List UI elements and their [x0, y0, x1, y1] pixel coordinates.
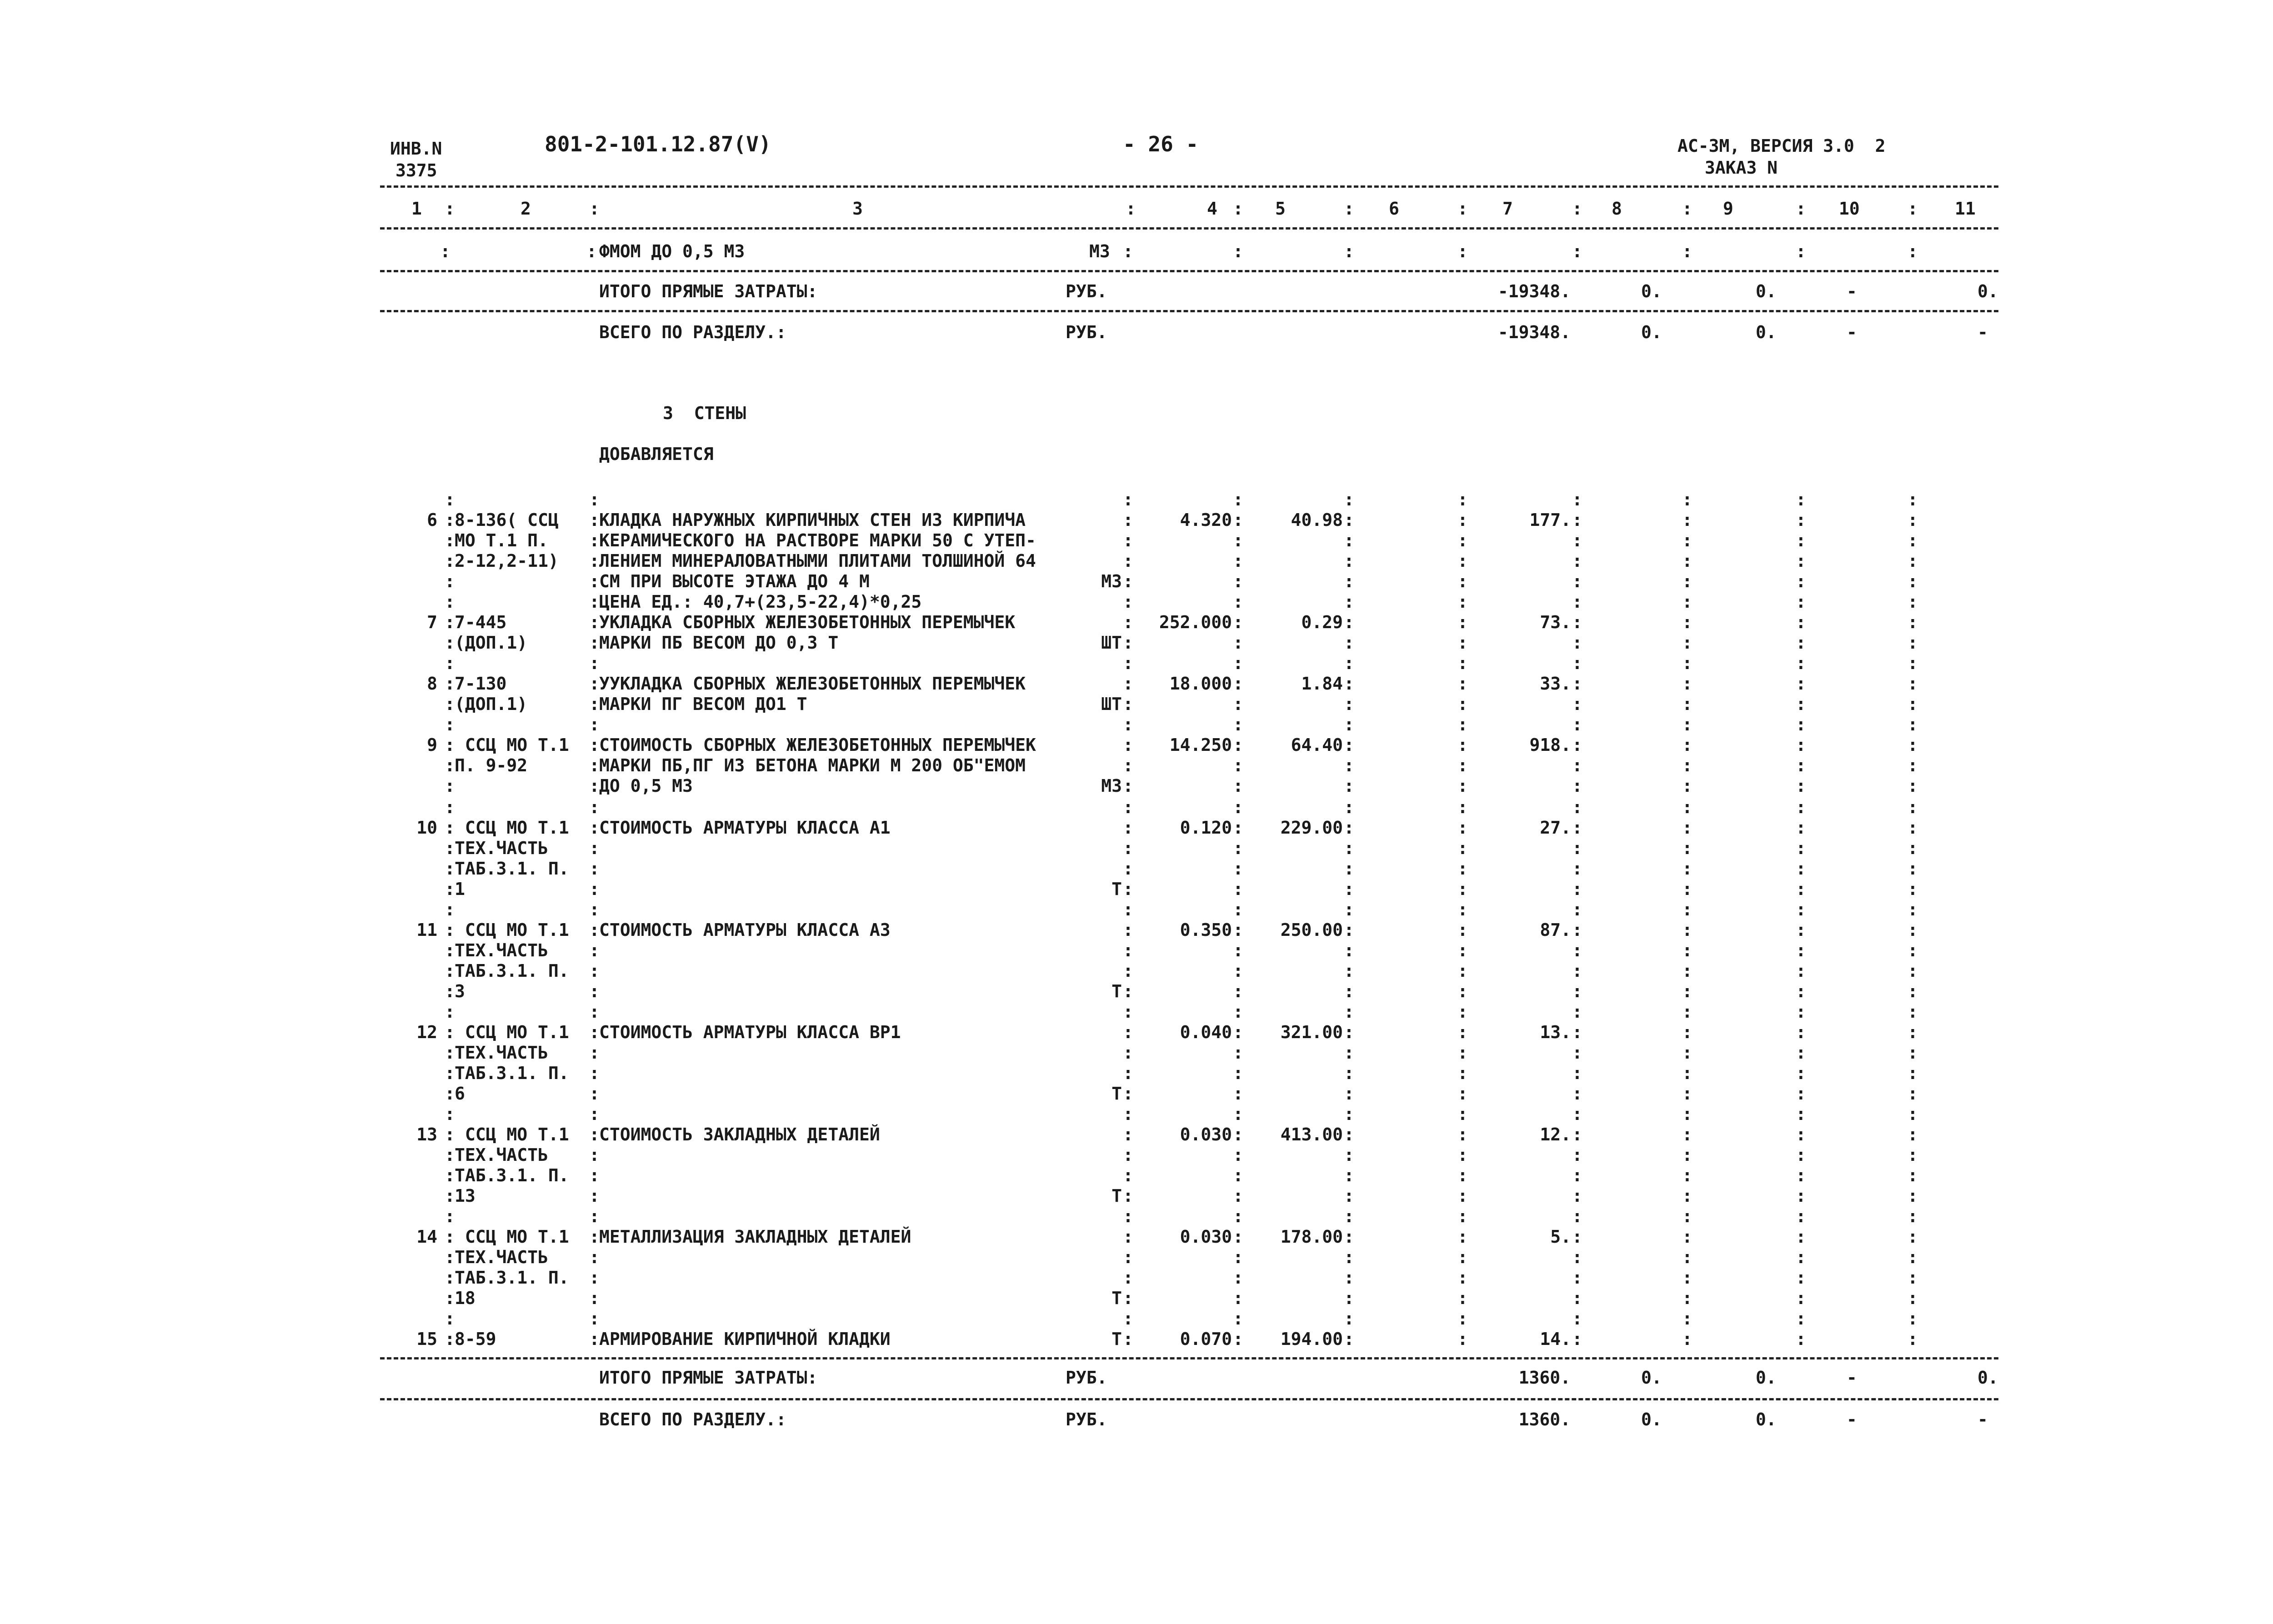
row-unit: Т: [1111, 1186, 1122, 1206]
row-code-line: ТЕХ.ЧАСТЬ: [455, 1145, 548, 1165]
row-code-line: ТАБ.3.1. П.: [455, 1268, 569, 1288]
row-number: 6: [427, 510, 437, 530]
row-code-line: 18: [455, 1288, 476, 1308]
row-code-line: ТАБ.3.1. П.: [455, 859, 569, 879]
totals-col11: 0.: [1978, 1368, 1998, 1388]
row-unit-price: 250.00: [1280, 920, 1343, 940]
row-quantity: 0.120: [1180, 818, 1232, 838]
rule-4: [380, 1398, 1998, 1400]
row-unit: Т: [1111, 1329, 1122, 1349]
program-version: АС-3М, ВЕРСИЯ 3.0 2: [1677, 136, 1886, 156]
row-code-line: МО Т.1 П.: [455, 530, 548, 550]
row-description-line: МАРКИ ПГ ВЕСОМ ДО1 Т: [599, 694, 807, 714]
carry-over-text: ФМОМ ДО 0,5 М3: [599, 241, 745, 261]
row-description-line: ДО 0,5 М3: [599, 776, 693, 796]
row-total: 918.: [1529, 735, 1571, 755]
row-code-line: 1: [455, 879, 465, 899]
row-total: 177.: [1529, 510, 1571, 530]
row-unit-price: 413.00: [1280, 1124, 1343, 1144]
row-code-line: 6: [455, 1084, 465, 1104]
row-number: 14: [416, 1227, 437, 1247]
row-description-line: КЕРАМИЧЕСКОГО НА РАСТВОРЕ МАРКИ 50 С УТЕП-: [599, 530, 1036, 550]
totals-col7: -19348.: [1497, 281, 1571, 301]
totals-col10: -: [1847, 1409, 1857, 1429]
totals-unit: РУБ.: [1066, 322, 1107, 342]
column-number-4: 4: [1207, 199, 1217, 219]
totals-col10: -: [1847, 1368, 1857, 1388]
totals-label: ВСЕГО ПО РАЗДЕЛУ.:: [599, 322, 786, 342]
totals-col11: 0.: [1978, 281, 1998, 301]
row-unit: Т: [1111, 879, 1122, 899]
row-total: 12.: [1540, 1124, 1571, 1144]
row-code-line: (ДОП.1): [455, 633, 528, 653]
row-total: 14.: [1540, 1329, 1571, 1349]
row-code-line: 7-445: [455, 612, 507, 632]
totals-col9: 0.: [1756, 281, 1777, 301]
row-quantity: 0.350: [1180, 920, 1232, 940]
row-number: 12: [416, 1022, 437, 1042]
row-code-line: 13: [455, 1186, 476, 1206]
totals-col10: -: [1847, 322, 1857, 342]
totals-col9: 0.: [1756, 322, 1777, 342]
totals-label: ИТОГО ПРЯМЫЕ ЗАТРАТЫ:: [599, 281, 818, 301]
row-total: 87.: [1540, 920, 1571, 940]
column-number-3: 3: [852, 199, 863, 219]
row-number: 11: [416, 920, 437, 940]
row-description-line: КЛАДКА НАРУЖНЫХ КИРПИЧНЫХ СТЕН ИЗ КИРПИЧА: [599, 510, 1026, 530]
row-number: 7: [427, 612, 437, 632]
order-label: ЗАКАЗ N: [1705, 158, 1778, 178]
row-code-line: 8-59: [455, 1329, 496, 1349]
totals-col7: 1360.: [1518, 1409, 1571, 1429]
row-code-line: 2-12,2-11): [455, 551, 559, 571]
row-number: 9: [427, 735, 437, 755]
totals-col9: 0.: [1756, 1368, 1777, 1388]
totals-col9: 0.: [1756, 1409, 1777, 1429]
row-description-line: УУКЛАДКА СБОРНЫХ ЖЕЛЕЗОБЕТОННЫХ ПЕРЕМЫЧЕК: [599, 674, 1026, 694]
row-number: 13: [416, 1124, 437, 1144]
row-total: 5.: [1550, 1227, 1571, 1247]
row-total: 73.: [1540, 612, 1571, 632]
totals-unit: РУБ.: [1066, 1409, 1107, 1429]
rule-3: [380, 1357, 1998, 1359]
row-unit: Т: [1111, 1288, 1122, 1308]
row-number: 8: [427, 674, 437, 694]
row-code-line: ТАБ.3.1. П.: [455, 1165, 569, 1185]
totals-col8: 0.: [1641, 1409, 1662, 1429]
document-code: 801-2-101.12.87(V): [545, 132, 771, 156]
row-description-line: МЕТАЛЛИЗАЦИЯ ЗАКЛАДНЫХ ДЕТАЛЕЙ: [599, 1227, 911, 1247]
row-quantity: 0.030: [1180, 1227, 1232, 1247]
column-number-1: 1: [411, 199, 422, 219]
row-unit-price: 321.00: [1280, 1022, 1343, 1042]
row-unit: ШТ: [1101, 694, 1122, 714]
row-total: 13.: [1540, 1022, 1571, 1042]
row-description-line: СМ ПРИ ВЫСОТЕ ЭТАЖА ДО 4 М: [599, 571, 870, 591]
row-code-line: 3: [455, 981, 465, 1001]
row-unit: ШТ: [1101, 633, 1122, 653]
row-unit: Т: [1111, 981, 1122, 1001]
totals-label: ИТОГО ПРЯМЫЕ ЗАТРАТЫ:: [599, 1368, 818, 1388]
totals-col10: -: [1847, 281, 1857, 301]
row-description-line: УКЛАДКА СБОРНЫХ ЖЕЛЕЗОБЕТОННЫХ ПЕРЕМЫЧЕК: [599, 612, 1016, 632]
row-unit-price: 0.29: [1301, 612, 1343, 632]
row-number: 15: [416, 1329, 437, 1349]
row-code-line: ССЦ МО Т.1: [455, 1124, 569, 1144]
column-number-6: 6: [1389, 199, 1399, 219]
totals-col11: -: [1978, 1409, 1988, 1429]
row-code-line: ТАБ.3.1. П.: [455, 1063, 569, 1083]
row-unit-price: 194.00: [1280, 1329, 1343, 1349]
row-code-line: 7-130: [455, 674, 507, 694]
row-description-line: СТОИМОСТЬ АРМАТУРЫ КЛАССА ВР1: [599, 1022, 901, 1042]
totals-unit: РУБ.: [1066, 281, 1107, 301]
row-price-note: ЦЕНА ЕД.: 40,7+(23,5-22,4)*0,25: [599, 592, 922, 612]
row-code-line: ТЕХ.ЧАСТЬ: [455, 940, 548, 960]
row-quantity: 0.040: [1180, 1022, 1232, 1042]
row-unit: Т: [1111, 1084, 1122, 1104]
rule-2: [380, 310, 1998, 312]
row-unit: М3: [1101, 571, 1122, 591]
row-description-line: СТОИМОСТЬ АРМАТУРЫ КЛАССА А3: [599, 920, 891, 940]
totals-unit: РУБ.: [1066, 1368, 1107, 1388]
row-code-line: ТЕХ.ЧАСТЬ: [455, 838, 548, 858]
row-code-line: ССЦ МО Т.1: [455, 920, 569, 940]
row-code-line: ТЕХ.ЧАСТЬ: [455, 1043, 548, 1063]
rule-under-header: [380, 227, 1998, 230]
row-unit-price: 40.98: [1291, 510, 1343, 530]
column-number-8: 8: [1612, 199, 1622, 219]
row-code-line: ССЦ МО Т.1: [455, 1022, 569, 1042]
row-total: 27.: [1540, 818, 1571, 838]
row-code-line: ССЦ МО Т.1: [455, 1227, 569, 1247]
totals-col11: -: [1978, 322, 1988, 342]
column-number-7: 7: [1502, 199, 1513, 219]
row-unit: М3: [1101, 776, 1122, 796]
row-number: 10: [416, 818, 437, 838]
row-quantity: 4.320: [1180, 510, 1232, 530]
column-number-5: 5: [1275, 199, 1286, 219]
row-code-line: (ДОП.1): [455, 694, 528, 714]
row-quantity: 0.030: [1180, 1124, 1232, 1144]
carry-over-unit: М3: [1089, 241, 1110, 261]
totals-col7: 1360.: [1518, 1368, 1571, 1388]
row-code-line: 8-136( ССЦ: [455, 510, 559, 530]
row-code-line: ТЕХ.ЧАСТЬ: [455, 1247, 548, 1267]
row-description-line: СТОИМОСТЬ АРМАТУРЫ КЛАССА А1: [599, 818, 891, 838]
row-quantity: 252.000: [1159, 612, 1232, 632]
row-description-line: МАРКИ ПБ ВЕСОМ ДО 0,3 Т: [599, 633, 839, 653]
column-number-11: 11: [1955, 199, 1976, 219]
row-code-line: ТАБ.3.1. П.: [455, 961, 569, 981]
page-number: - 26 -: [1123, 132, 1199, 156]
row-description-line: МАРКИ ПБ,ПГ ИЗ БЕТОНА МАРКИ М 200 ОБ"ЕМОМ: [599, 755, 1026, 775]
column-number-2: 2: [521, 199, 531, 219]
column-number-9: 9: [1723, 199, 1733, 219]
row-quantity: 14.250: [1169, 735, 1232, 755]
row-unit-price: 1.84: [1301, 674, 1343, 694]
inventory-number: 3375: [396, 160, 437, 180]
row-code-line: ССЦ МО Т.1: [455, 735, 569, 755]
rule-1: [380, 270, 1998, 272]
row-code-line: ССЦ МО Т.1: [455, 818, 569, 838]
row-unit-price: 64.40: [1291, 735, 1343, 755]
row-total: 33.: [1540, 674, 1571, 694]
totals-col8: 0.: [1641, 281, 1662, 301]
rule-top: [380, 185, 1998, 188]
row-code-line: П. 9-92: [455, 755, 528, 775]
row-description-line: АРМИРОВАНИЕ КИРПИЧНОЙ КЛАДКИ: [599, 1329, 891, 1349]
row-quantity: 18.000: [1169, 674, 1232, 694]
section-title: 3 СТЕНЫ: [663, 403, 746, 423]
totals-label: ВСЕГО ПО РАЗДЕЛУ.:: [599, 1409, 786, 1429]
column-number-10: 10: [1839, 199, 1860, 219]
row-quantity: 0.070: [1180, 1329, 1232, 1349]
section-subtitle: ДОБАВЛЯЕТСЯ: [599, 444, 714, 464]
totals-col7: -19348.: [1497, 322, 1571, 342]
row-description-line: ЛЕНИЕМ МИНЕРАЛОВАТНЫМИ ПЛИТАМИ ТОЛШИНОЙ 64: [599, 551, 1036, 571]
row-description-line: СТОИМОСТЬ ЗАКЛАДНЫХ ДЕТАЛЕЙ: [599, 1124, 880, 1144]
row-unit-price: 178.00: [1280, 1227, 1343, 1247]
inventory-label: ИНВ.N: [390, 139, 442, 159]
totals-col8: 0.: [1641, 322, 1662, 342]
totals-col8: 0.: [1641, 1368, 1662, 1388]
row-description-line: СТОИМОСТЬ СБОРНЫХ ЖЕЛЕЗОБЕТОННЫХ ПЕРЕМЫЧЕК: [599, 735, 1036, 755]
row-unit-price: 229.00: [1280, 818, 1343, 838]
